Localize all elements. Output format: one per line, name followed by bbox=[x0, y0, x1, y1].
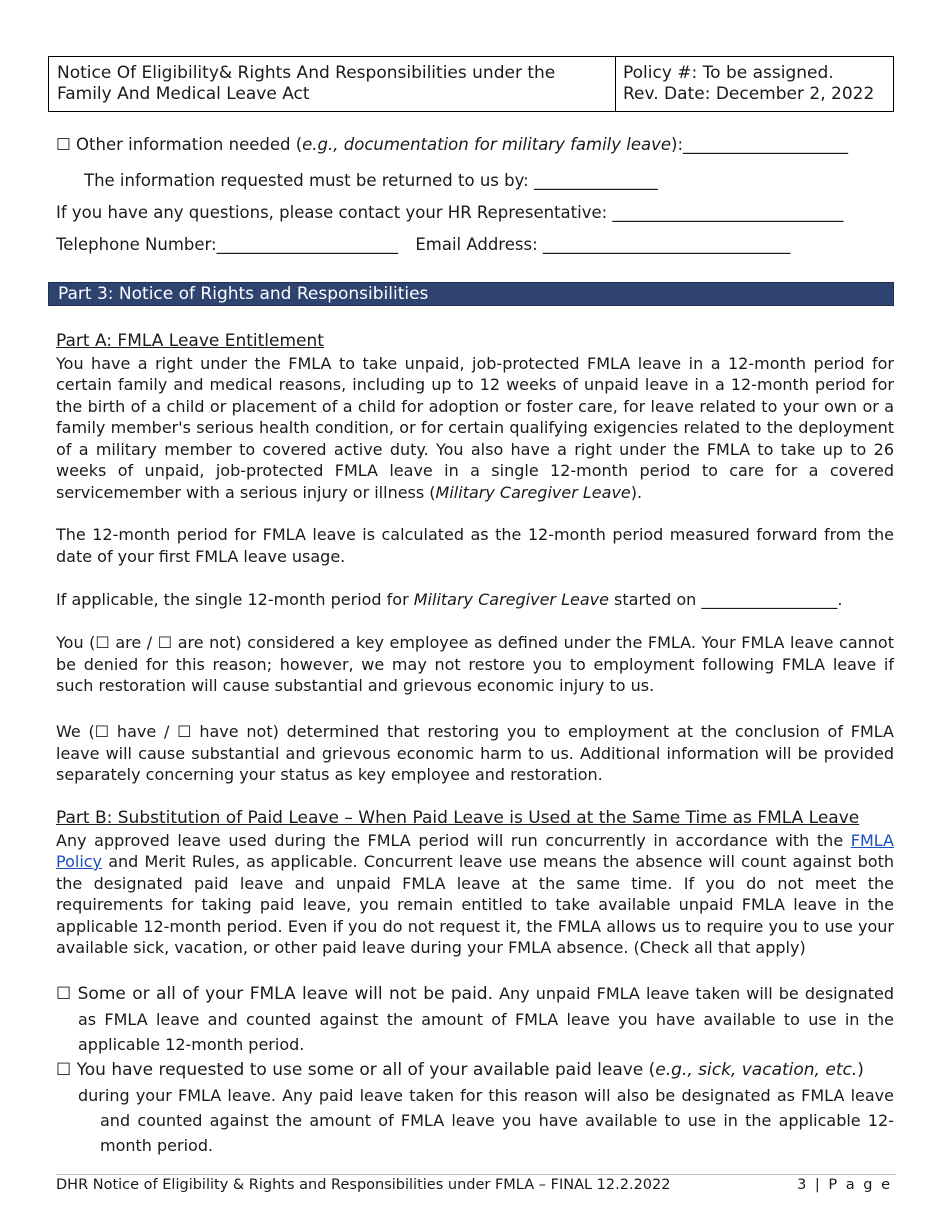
other-info-suffix: ):____________________ bbox=[671, 135, 849, 154]
other-info-prefix: Other information needed ( bbox=[70, 135, 303, 154]
contact-line bbox=[56, 235, 790, 254]
policy-number: Policy #: To be assigned. bbox=[623, 63, 834, 83]
returned-by-line: The information requested must be returned to us by: _______________ bbox=[84, 171, 658, 190]
part-b-para1: Any approved leave used during the FMLA period will run concurrently in accordance with the FMLA Policy and Merit Rules, as applicable. Concurrent leave use means the absence will count against both the designated paid leave and unpaid FMLA leave at the same time. If you do not meet the requirements for taking paid leave, you remain entitled to take available unpaid FMLA leave in the applicable 12-month period. Even if you do not request it, the FMLA allows us to require you to use your available sick, vacation, or other paid leave during your FMLA absence. (Check all that apply) bbox=[56, 830, 894, 957]
part-a-para3: If applicable, the single 12-month period for Military Caregiver Leave started on _________________. bbox=[56, 590, 843, 609]
part-b-heading: Part B: Substitution of Paid Leave – When Paid Leave is Used at the Same Time as FMLA Leave bbox=[56, 808, 860, 828]
paid-leave-option: ☐ You have requested to use some or all of your available paid leave (e.g., sick, vacation, etc.) during your FMLA leave. Any paid leave taken for this reason will also be designated as FMLA leave and counted against the amount of FMLA leave you have available to use in the applicable 12-month period. bbox=[56, 1060, 894, 1155]
unpaid-leave-checkbox[interactable]: ☐ bbox=[56, 984, 72, 1004]
revision-date: Rev. Date: December 2, 2022 bbox=[623, 84, 875, 104]
part-a-para2: The 12-month period for FMLA leave is calculated as the 12-month period measured forward from the date of your first FMLA leave usage. bbox=[56, 525, 894, 566]
restoration-para: We (☐ have / ☐ have not) determined that restoring you to employment at the conclusion of FMLA leave will cause substantial and grievous economic harm to us. Additional information will be provided separately concerning your status as key employee and restoration. bbox=[56, 722, 894, 784]
part-a-section bbox=[56, 331, 894, 503]
paid-leave-checkbox[interactable]: ☐ bbox=[56, 1060, 72, 1080]
questions-line: If you have any questions, please contact your HR Representative: ____________________________ bbox=[56, 203, 844, 222]
page-number: 3 | P a g e bbox=[797, 1177, 892, 1193]
telephone-field: Telephone Number:______________________ bbox=[56, 235, 399, 254]
part3-heading: Part 3: Notice of Rights and Responsibilities bbox=[48, 282, 894, 306]
part-b-section bbox=[56, 808, 894, 959]
header-table bbox=[48, 56, 894, 112]
key-employee-para: You (☐ are / ☐ are not) considered a key employee as defined under the FMLA. Your FMLA leave cannot be denied for this reason; however, we may not restore you to employment following FMLA leave if such restoration will cause substantial and grievous economic injury to us. bbox=[56, 633, 894, 695]
email-field: Email Address: ______________________________ bbox=[415, 235, 791, 254]
document-title: Notice Of Eligibility& Rights And Responsibilities under the Family And Medical Leave Act bbox=[49, 57, 616, 111]
part-a-para1: You have a right under the FMLA to take unpaid, job-protected FMLA leave in a 12-month period for certain family and medical reasons, including up to 12 weeks of unpaid leave in a 12-month period for the birth of a child or placement of a child for adoption or foster care, for leave related to your own or a family member's serious health condition, or for certain qualifying exigencies related to the deployment of a military member to covered active duty. You also have a right under the FMLA to take up to 26 weeks of unpaid, job-protected FMLA leave in a single 12-month period to care for a covered servicemember with a serious injury or illness (Military Caregiver Leave). bbox=[56, 353, 894, 502]
footer-divider bbox=[56, 1174, 896, 1175]
footer-document-name: DHR Notice of Eligibility & Rights and Responsibilities under FMLA – FINAL 12.2.2022 bbox=[56, 1177, 671, 1193]
fmla-policy-link[interactable]: FMLA Policy bbox=[56, 830, 894, 871]
other-info-checkbox[interactable]: ☐ bbox=[56, 135, 71, 154]
other-info-example: e.g., documentation for military family leave bbox=[302, 135, 672, 154]
unpaid-leave-option: ☐ Some or all of your FMLA leave will not be paid. Any unpaid FMLA leave taken will be designated as FMLA leave and counted against the amount of FMLA leave you have available to use in the applicable 12-month period. bbox=[56, 984, 894, 1054]
other-info-line bbox=[56, 135, 848, 154]
part-a-heading: Part A: FMLA Leave Entitlement bbox=[56, 331, 324, 351]
policy-info bbox=[616, 57, 893, 111]
